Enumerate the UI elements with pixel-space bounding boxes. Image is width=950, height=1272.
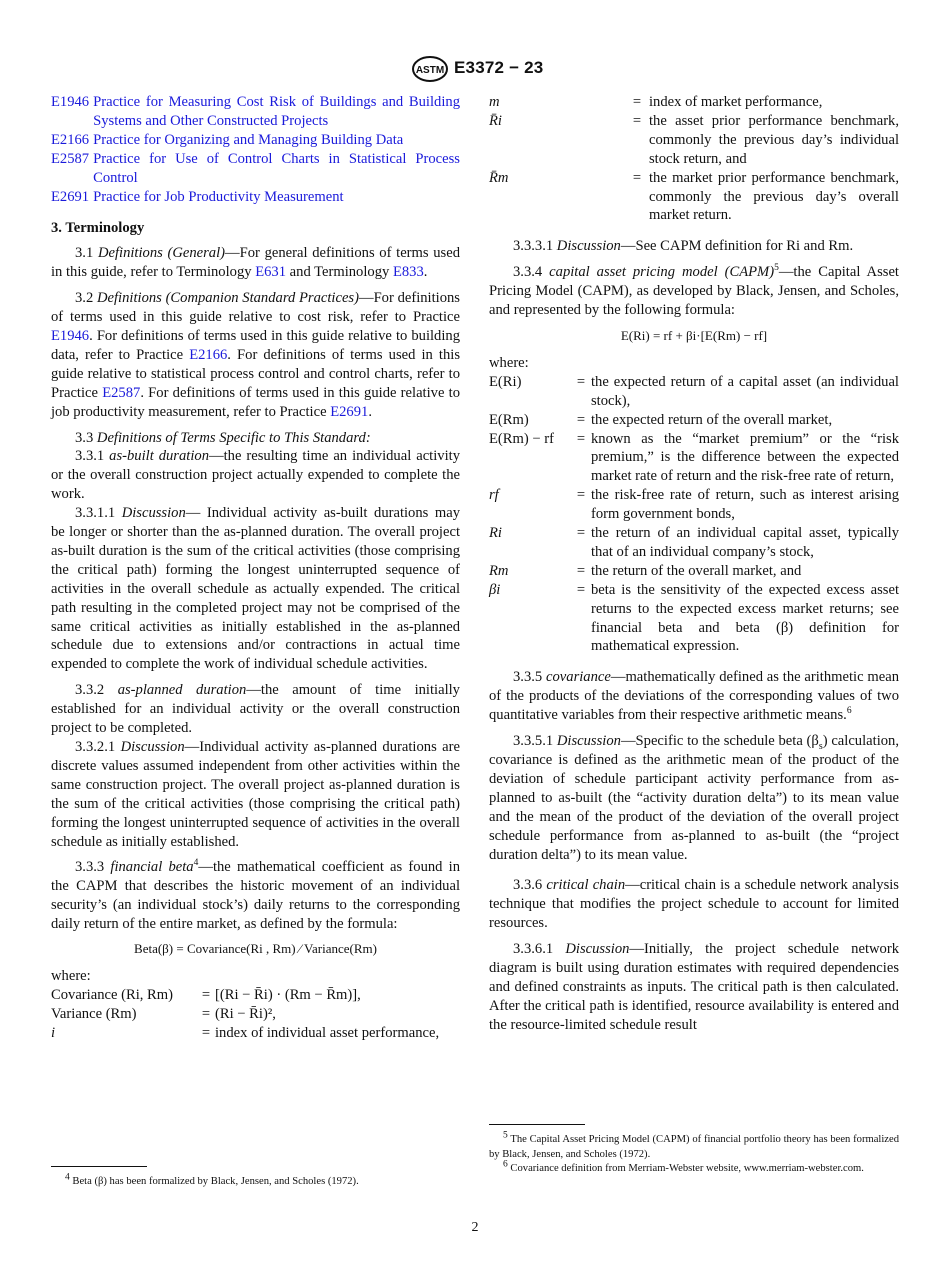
link-e2691[interactable]: E2691 <box>330 403 369 420</box>
equals-sign: = <box>576 562 586 579</box>
paragraph-3-3-3: 3.3.3 financial beta$^4$—the mathematical coefficient as found in the CAPM that describes the historic movement of an individual security’s (an individual stock’s) daily returns to the corresponding daily return of the entire market, as defined by the formula: <box>51 858 460 933</box>
equals-sign: = <box>576 487 586 504</box>
equals-sign: = <box>201 986 211 1003</box>
definition-term: E(Rm) <box>489 411 529 428</box>
paragraph-3-3: 3.3 Definitions of Terms Specific to This Standard: <box>75 429 371 446</box>
definition-term: i <box>51 1024 56 1041</box>
paragraph-3-3-6: 3.3.6 critical chain—critical chain is a schedule network analysis technique that modifies the project schedule to account for limited resources. <box>489 877 899 932</box>
paragraph-3-3-1: 3.3.1 as-built duration—the resulting time an individual activity or the overall construction project actually expended to complete the work. <box>51 448 460 503</box>
definition-desc: the return of the overall market, and <box>591 562 802 579</box>
astm-logo-text: ASTM <box>415 65 445 76</box>
definition-row <box>489 524 899 562</box>
equals-sign: = <box>632 169 642 186</box>
footnote-rule <box>51 1166 147 1167</box>
footnote-4: $^4$ Beta (β) has been formalized by Black, Jensen, and Scholes (1972). <box>65 1172 359 1187</box>
paragraph-3-3-1-1: 3.3.1.1 Discussion— Individual activity as-built durations may be longer or shorter than the as-planned duration. The overall project as-built duration is the sum of the critical activities (those comprising the critical path) forming the longest uninterrupted sequence of activities in the overall schedule as actually expended. The critical path resulting in the completed project may not be comprised of the same critical activities as initially established in the as-planned schedule due to extensions and/or contractions in actual time expended to complete the work of individual schedule activities. <box>51 505 460 673</box>
definition-row <box>489 373 899 411</box>
reference-item[interactable] <box>51 93 460 131</box>
capm-definitions <box>489 373 899 657</box>
definition-desc: (Ri − R̄i)², <box>215 1005 276 1022</box>
definition-row <box>489 169 899 226</box>
equals-sign: = <box>576 430 586 447</box>
reference-title[interactable]: Practice for Measuring Cost Risk of Buildings and Building Systems and Other Constructed Projects <box>93 94 460 129</box>
definition-desc: the risk-free rate of return, such as interest arising form government bonds, <box>591 487 899 523</box>
definition-row <box>489 562 899 581</box>
document-id: E3372 − 23 <box>454 58 544 77</box>
reference-title[interactable]: Practice for Job Productivity Measurement <box>93 188 344 205</box>
equals-sign: = <box>201 1024 211 1041</box>
definition-row <box>489 430 899 487</box>
equals-sign: = <box>576 411 586 428</box>
equals-sign: = <box>632 94 642 110</box>
paragraph-3-3-5-1: 3.3.5.1 Discussion—Specific to the schedule beta $(\beta_s)$ calculation, covariance is defined as the arithmetic mean of the product of the deviation of schedule participant activity performance from as-planned to as-built (the “activity duration delta”) to its mean value and the mean of the product of the deviation of the overall project schedule performance from as-planned to as-built (the “project duration delta”) to its mean value. <box>489 733 899 863</box>
definition-row <box>51 1005 460 1024</box>
reference-item[interactable] <box>51 150 460 188</box>
reference-code[interactable]: E1946 <box>51 94 90 110</box>
definition-term: Rm <box>489 562 509 579</box>
paragraph-3-2: 3.2 Definitions (Companion Standard Practices)—For definitions of terms used in this guide relative to cost risk, refer to Practice E1946. For definitions of terms used in this guide relative to building data, refer to Practice E2166. For definitions of terms used in this guide relative to statistical process control and control charts, refer to Practice E2587. For definitions of terms used in this guide relative to job productivity measurement, refer to Practice E2691. <box>51 290 460 420</box>
reference-list <box>51 93 460 206</box>
definition-term: rf <box>489 487 499 504</box>
definition-term: Ri <box>489 525 502 542</box>
reference-code[interactable]: E2691 <box>51 188 90 205</box>
definition-desc: index of market performance, <box>649 94 823 110</box>
paragraph-3-3-2-1: 3.3.2.1 Discussion—Individual activity as-planned durations are discrete values assumed independent from other activities within the same construction project. The overall project as-planned duration is the sum of the critical activities (those comprising the critical path) forming the longest uninterrupted sequence of activities in the overall schedule as initially established. <box>51 739 460 850</box>
beta-formula: Beta(β) = Covariance(Ri , Rm) ⁄ Variance(Rm) <box>134 941 377 957</box>
definition-desc: index of individual asset performance, <box>215 1024 440 1041</box>
reference-title[interactable]: Practice for Use of Control Charts in Statistical Process Control <box>93 150 460 186</box>
beta-definitions <box>51 986 460 1043</box>
paragraph-3-1: 3.1 Definitions (General)—For general definitions of terms used in this guide, refer to Terminology E631 and Terminology E833. <box>51 245 460 281</box>
link-e2166[interactable]: E2166 <box>189 346 228 363</box>
definition-row <box>489 93 899 112</box>
definition-desc: the asset prior performance benchmark, commonly the previous day’s individual stock return, and <box>649 112 899 167</box>
paragraph-3-3-4: 3.3.4 capital asset pricing model (CAPM)$^5$—the Capital Asset Pricing Model (CAPM), as developed by Black, Jensen, and Scholes, and represented by the following formula: <box>489 263 899 319</box>
definition-row <box>489 486 899 524</box>
definition-desc: beta is the sensitivity of the expected excess asset returns to the expected excess market returns; see financial beta and beta (β) definition for mathematical expression. <box>591 581 899 655</box>
definition-desc: the return of an individual capital asset, typically that of an individual company’s stock, <box>591 525 899 560</box>
definition-desc: [(Ri − R̄i) · (Rm − R̄m)], <box>215 986 361 1003</box>
right-column <box>489 93 899 1042</box>
paragraph-3-3-3-1: 3.3.3.1 Discussion—See CAPM definition for Ri and Rm. <box>513 238 854 255</box>
definition-desc: the market prior performance benchmark, commonly the previous day’s overall market return. <box>649 169 899 224</box>
astm-logo-icon <box>410 55 450 83</box>
definition-row <box>489 581 899 657</box>
section-heading: 3. Terminology <box>51 220 145 237</box>
reference-item[interactable] <box>51 188 460 207</box>
reference-title[interactable]: Practice for Organizing and Managing Building Data <box>93 131 404 148</box>
equals-sign: = <box>576 373 586 390</box>
definition-term: R̄m <box>489 169 509 186</box>
reference-code[interactable]: E2587 <box>51 150 90 167</box>
paragraph-3-3-5: 3.3.5 covariance—mathematically defined as the arithmetic mean of the products of the deviations of the corresponding values of two quantitative variables from their respective arithmetic means.$^6$ <box>489 669 899 724</box>
where-label: where: <box>51 967 91 984</box>
page-header <box>0 55 950 85</box>
definition-desc: known as the “market premium” or the “risk premium,” is the difference between the expected market rate of return and the risk-free rate of return, <box>591 430 899 485</box>
capm-formula: E(Ri) = rf + βi·[E(Rm) − rf] <box>620 327 768 343</box>
link-e1946[interactable]: E1946 <box>51 327 90 344</box>
page-number: 2 <box>471 1220 479 1235</box>
link-e2587[interactable]: E2587 <box>102 384 141 401</box>
link-e833[interactable]: E833 <box>392 264 424 281</box>
reference-item[interactable] <box>51 131 460 150</box>
equals-sign: = <box>576 525 586 542</box>
definition-term: Variance (Rm) <box>51 1005 137 1022</box>
left-footnotes <box>51 1166 460 1190</box>
definition-term: βi <box>489 581 501 598</box>
paragraph-3-3-6-1: 3.3.6.1 Discussion—Initially, the project schedule network diagram is built using duration estimates with required dependencies and defined constraints as inputs. The critical path is then calculated. After the critical path is identified, resource availability is entered and the resource-limited schedule result <box>489 941 899 1033</box>
definition-row <box>51 1024 460 1043</box>
paragraph-3-3-2: 3.3.2 as-planned duration—the amount of time initially established for an individual activity or the overall construction project to be completed. <box>51 682 460 737</box>
definition-term: E(Rm) − rf <box>489 430 554 447</box>
reference-code[interactable]: E2166 <box>51 131 90 148</box>
definition-term: E(Ri) <box>489 373 522 390</box>
definition-row <box>489 112 899 169</box>
beta-definitions-continued <box>489 93 899 225</box>
footnote-6: $^6$ Covariance definition from Merriam-Webster website, www.merriam-webster.com. <box>503 1159 864 1174</box>
equals-sign: = <box>632 112 642 129</box>
equals-sign: = <box>201 1005 211 1022</box>
equals-sign: = <box>576 581 586 598</box>
definition-desc: the expected return of a capital asset (an individual stock), <box>591 373 899 409</box>
left-column <box>51 93 460 1049</box>
where-label: where: <box>489 354 529 371</box>
definition-row <box>51 986 460 1005</box>
definition-term: R̄i <box>489 112 502 129</box>
definition-row <box>489 411 899 430</box>
definition-term: m <box>489 94 500 110</box>
right-footnotes <box>489 1124 899 1177</box>
definition-term: Covariance (Ri, Rm) <box>51 986 173 1003</box>
footnote-rule <box>489 1124 585 1125</box>
definition-desc: the expected return of the overall market, <box>591 411 833 428</box>
link-e631[interactable]: E631 <box>255 264 287 281</box>
footnote-5: $^5$ The Capital Asset Pricing Model (CAPM) of financial portfolio theory has been formalized by Black, Jensen, and Scholes (1972). <box>489 1130 899 1160</box>
